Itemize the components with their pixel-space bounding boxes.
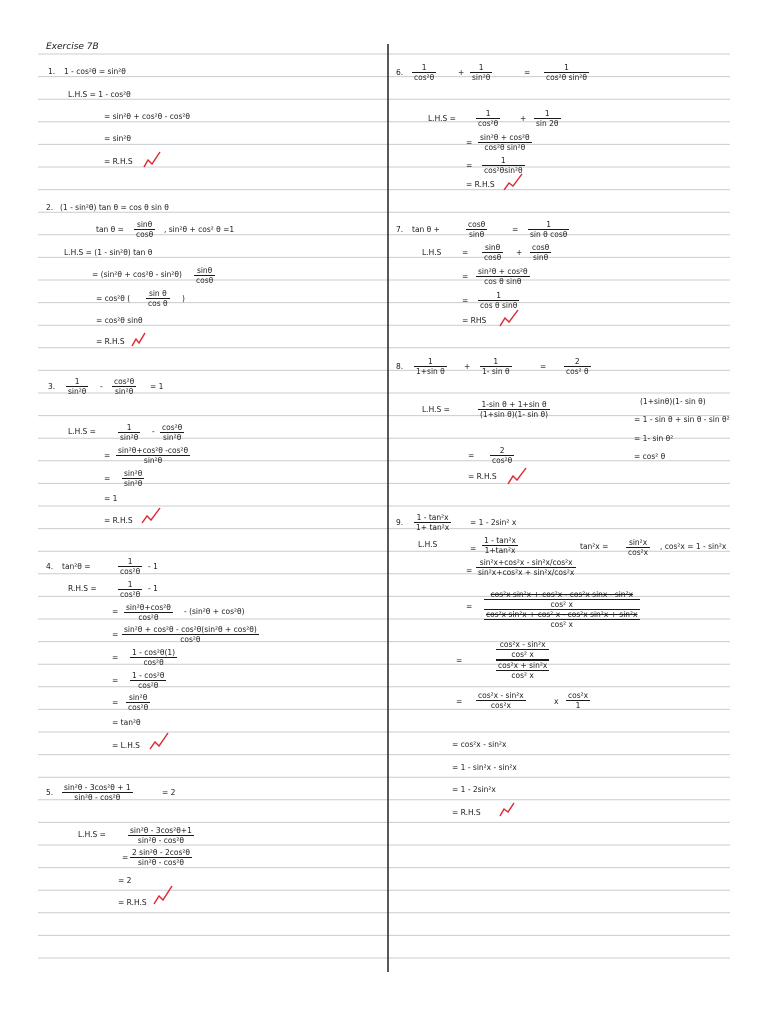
q9-step-4-eq: = — [456, 656, 463, 665]
q9-statement-fraction: $\frac{\text{1 - tan²x}}{\text{1+ tan²x}}$ — [416, 513, 450, 532]
q8-check-icon — [508, 468, 526, 484]
q3-step-1a: $\frac{1}{\text{sin²θ}}$ — [120, 423, 139, 442]
q6-check-icon — [504, 174, 522, 190]
q9-step-4: cos²x - sin²x cos² x cos²x + sin²x cos² x — [498, 640, 548, 680]
q3-step-2-eq: = — [104, 451, 111, 460]
q6-step-4: = R.H.S — [466, 180, 495, 189]
q7-lhs: L.H.S — [422, 248, 442, 257]
q9-step-1: $\frac{\text{1 - tan²x}}{\text{1+tan²x}}$ — [484, 536, 516, 555]
q3-step-3: $\frac{\text{sin²θ}}{\text{sin²θ}}$ — [124, 469, 143, 488]
q6-step-2: $\frac{\text{sin²θ + cos²θ}}{\text{cos²θ sin²θ}}$ — [480, 133, 530, 152]
q4-step-5: $\frac{\text{1 - cos²θ}}{\text{cos²θ}}$ — [132, 671, 165, 690]
q7-number: 7. — [396, 225, 404, 234]
q2-step-2-fraction: $\frac{\sin\theta}{\cos\theta}$ — [196, 266, 214, 285]
q3-minus: - — [100, 382, 103, 391]
q9-hint-2: , cos²x = 1 - sin²x — [660, 542, 727, 551]
q9-step-8: = 1 - 2sin²x — [452, 785, 496, 794]
q9-check-icon — [500, 803, 514, 816]
q9-step-3: cos²x sin²x + cos²x - cos²x sinx - sin²x cos² x cos²x sin²x + cos² x - cos²x sin²x + sin²x cos² x — [486, 590, 638, 629]
q3-fraction-2: $\frac{\text{cos²θ}}{\text{sin²θ}}$ — [114, 377, 135, 396]
q9-step-5a: $\frac{\text{cos²x - sin²x}}{\text{cos²x}}$ — [478, 691, 524, 710]
q8-step-2-eq: = — [468, 451, 475, 460]
q5-statement-right: = 2 — [162, 788, 176, 797]
q5-step-4: = R.H.S — [118, 898, 147, 907]
q3-step-3-eq: = — [104, 474, 111, 483]
q7-step-1-eq: = — [462, 248, 469, 257]
q1-step-3: = sin²θ — [104, 134, 132, 143]
q2-step-4: = cos²θ sinθ — [96, 316, 143, 325]
q8-plus: + — [464, 362, 471, 371]
q7-lead: tan θ + — [412, 225, 440, 234]
q1-number: 1. — [48, 67, 56, 76]
q4-step-5-eq: = — [112, 676, 119, 685]
q8-step-3: = R.H.S — [468, 472, 497, 481]
q8-side-4: = cos² θ — [634, 452, 666, 461]
q6-step-2-eq: = — [466, 138, 473, 147]
q1-step-2: = sin²θ + cos²θ - cos²θ — [104, 112, 190, 121]
q8-fraction-c: $\frac{2}{\text{cos² θ}}$ — [566, 357, 589, 376]
q9-step-9: = R.H.S — [452, 808, 481, 817]
q2-number: 2. — [46, 203, 54, 212]
q7-check-icon — [500, 310, 518, 326]
q3-step-1b: $\frac{\text{cos²θ}}{\text{sin²θ}}$ — [162, 423, 183, 442]
q9-step-5-eq: = — [456, 697, 463, 706]
q6-plus: + — [458, 68, 465, 77]
q4-step-3-eq: = — [112, 630, 119, 639]
q8-side-1: (1+sinθ)(1- sin θ) — [640, 397, 706, 406]
q9-step-2-eq: = — [466, 566, 473, 575]
q6-step-1b: $\frac{1}{\sin 2\theta}$ — [536, 109, 559, 128]
q9-hint-1: tan²x = — [580, 542, 609, 551]
q3-step-4: = 1 — [104, 494, 118, 503]
q6-step-1a: $\frac{1}{\text{cos²θ}}$ — [478, 109, 499, 128]
q8-number: 8. — [396, 362, 404, 371]
q4-step-1-right: - 1 — [148, 584, 158, 593]
q3-equals: = 1 — [150, 382, 164, 391]
q4-step-3: $\frac{\text{sin²θ + cos²θ - cos²θ(sin²θ + cos²θ)}}{\text{cos²θ}}$ — [124, 625, 257, 644]
q1-step-1: L.H.S = 1 - cos²θ — [68, 90, 131, 99]
q7-step-2-eq: = — [462, 272, 469, 281]
q9-lhs: L.H.S — [418, 540, 438, 549]
q7-fraction-b: $\frac{1}{\text{sin θ cosθ}}$ — [530, 220, 568, 239]
q3-step-2: $\frac{\text{sin²θ+cos²θ -cos²θ}}{\text{sin²θ}}$ — [118, 446, 189, 465]
q4-step-2: $\frac{\text{sin²θ+cos²θ}}{\text{cos²θ}}$ — [126, 603, 171, 622]
q7-step-3: $\frac{1}{\text{cos θ sinθ}}$ — [480, 291, 518, 310]
q6-step-3: $\frac{1}{\text{cos²θsin²θ}}$ — [484, 156, 523, 175]
q4-step-7: = tan²θ — [112, 718, 141, 727]
q3-lhs: L.H.S = — [68, 427, 96, 436]
q7-step-3-eq: = — [462, 296, 469, 305]
q8-side-2: = 1 - sin θ + sin θ - sin θ² — [634, 415, 730, 424]
q4-statement-left: tan²θ = — [62, 562, 91, 571]
q7-step-1-plus: + — [516, 248, 523, 257]
q5-step-3: = 2 — [118, 876, 132, 885]
q4-step-2-right: - (sin²θ + cos²θ) — [184, 607, 245, 616]
q2-hint-left: tan θ = — [96, 225, 124, 234]
q2-step-3: = cos²θ ( — [96, 294, 131, 303]
q4-step-4-eq: = — [112, 653, 119, 662]
q4-step-6-eq: = — [112, 698, 119, 707]
q7-step-2: $\frac{\text{sin²θ + cos²θ}}{\text{cos θ sinθ}}$ — [478, 267, 528, 286]
q6-step-3-eq: = — [466, 161, 473, 170]
q2-statement: (1 - sin²θ) tan θ = cos θ sin θ — [60, 203, 169, 212]
q1-step-4: = R.H.S — [104, 157, 133, 166]
q8-step-2: $\frac{2}{\text{cos²θ}}$ — [492, 446, 513, 465]
q4-step-4: $\frac{\text{1 - cos²θ(1)}}{\text{cos²θ}}$ — [132, 648, 176, 667]
q9-step-2: $\frac{\text{sin²x+cos²x - sin²x/cos²x}}{\text{sin²x+cos²x + sin²x/cos²x}}$ — [478, 558, 575, 577]
exercise-title: Exercise 7B — [46, 42, 99, 52]
q8-step-1: $\frac{\text{1-sin θ + 1+sin θ}}{\text{(1+sin θ)(1- sin θ)}}$ — [480, 400, 549, 419]
q4-check-icon — [150, 733, 168, 749]
q6-fraction-b: $\frac{1}{\text{sin²θ}}$ — [472, 63, 491, 82]
q2-check-icon — [132, 333, 145, 346]
q4-step-6: $\frac{\text{sin²θ}}{\text{cos²θ}}$ — [128, 693, 149, 712]
q4-step-8: = L.H.S — [112, 741, 140, 750]
q8-equals: = — [540, 362, 547, 371]
q8-fraction-a: $\frac{1}{\text{1+sin θ}}$ — [416, 357, 445, 376]
q6-equals: = — [524, 68, 531, 77]
q9-step-3-eq: = — [466, 602, 473, 611]
q9-step-1-eq: = — [470, 544, 477, 553]
q6-number: 6. — [396, 68, 404, 77]
q9-step-7: = 1 - sin²x - sin²x — [452, 763, 517, 772]
q6-step-1-plus: + — [520, 114, 527, 123]
q5-step-2-eq: = — [122, 853, 129, 862]
q3-fraction-1: $\frac{1}{\text{sin²θ}}$ — [68, 377, 87, 396]
q2-hint-fraction: $\frac{\sin\theta}{\cos\theta}$ — [136, 220, 154, 239]
q9-number: 9. — [396, 518, 404, 527]
q5-statement-fraction: $\frac{\text{sin²θ - 3cos²θ + 1}}{\text{sin²θ - cos²θ}}$ — [64, 783, 131, 802]
q8-fraction-b: $\frac{1}{\text{1- sin θ}}$ — [482, 357, 510, 376]
q4-step-1: $\frac{1}{\text{cos²θ}}$ — [120, 580, 141, 599]
q7-step-1b: $\frac{\cos\theta}{\sin\theta}$ — [532, 243, 550, 262]
q3-check-icon — [142, 508, 160, 523]
q2-step-1: L.H.S = (1 - sin²θ) tan θ — [64, 248, 153, 257]
q2-step-5: = R.H.S — [96, 337, 125, 346]
q7-step-1a: $\frac{\sin\theta}{\cos\theta}$ — [484, 243, 502, 262]
q5-number: 5. — [46, 788, 54, 797]
q2-step-2: = (sin²θ + cos²θ - sin²θ) — [92, 270, 182, 279]
q9-hint-fraction: $\frac{\text{sin²x}}{\text{cos²x}}$ — [628, 538, 649, 557]
q1-statement: 1 - cos²θ = sin²θ — [64, 67, 126, 76]
q7-fraction-a: $\frac{\cos\theta}{\sin\theta}$ — [468, 220, 486, 239]
q8-lhs: L.H.S = — [422, 405, 450, 414]
q6-fraction-a: $\frac{1}{\text{cos²θ}}$ — [414, 63, 435, 82]
q2-hint-right: , sin²θ + cos² θ =1 — [164, 225, 235, 234]
q9-step-6: = cos²x - sin²x — [452, 740, 507, 749]
q5-step-2: $\frac{\text{2 sin²θ - 2cos²θ}}{\text{sin²θ - cos²θ}}$ — [132, 848, 190, 867]
q3-number: 3. — [48, 382, 56, 391]
q3-step-5: = R.H.S — [104, 516, 133, 525]
q2-step-3-close: ) — [182, 294, 185, 303]
q6-lhs: L.H.S = — [428, 114, 456, 123]
q4-statement-fraction: $\frac{1}{\text{cos²θ}}$ — [120, 557, 141, 576]
q4-rhs: R.H.S = — [68, 584, 97, 593]
q6-fraction-c: $\frac{1}{\text{cos²θ sin²θ}}$ — [546, 63, 587, 82]
q3-step-1-minus: - — [152, 427, 155, 436]
q8-side-3: = 1- sin θ² — [634, 434, 674, 443]
q5-lhs: L.H.S = — [78, 830, 106, 839]
q5-step-1: $\frac{\text{sin²θ - 3cos²θ+1}}{\text{sin²θ - cos²θ}}$ — [130, 826, 192, 845]
q5-check-icon — [154, 886, 172, 904]
q4-number: 4. — [46, 562, 54, 571]
q9-step-5b: $\frac{\text{cos²x}}{1}$ — [568, 691, 589, 710]
q2-step-3-fraction: $\frac{\text{sin θ}}{\text{cos θ}}$ — [148, 289, 168, 308]
q7-step-4: = RHS — [462, 316, 487, 325]
q1-check-icon — [144, 152, 160, 167]
q7-equals: = — [512, 225, 519, 234]
q9-statement-right: = 1 - 2sin² x — [470, 518, 517, 527]
q9-step-5-times: x — [554, 697, 559, 706]
q4-step-2-eq: = — [112, 607, 119, 616]
q4-statement-right: - 1 — [148, 562, 158, 571]
